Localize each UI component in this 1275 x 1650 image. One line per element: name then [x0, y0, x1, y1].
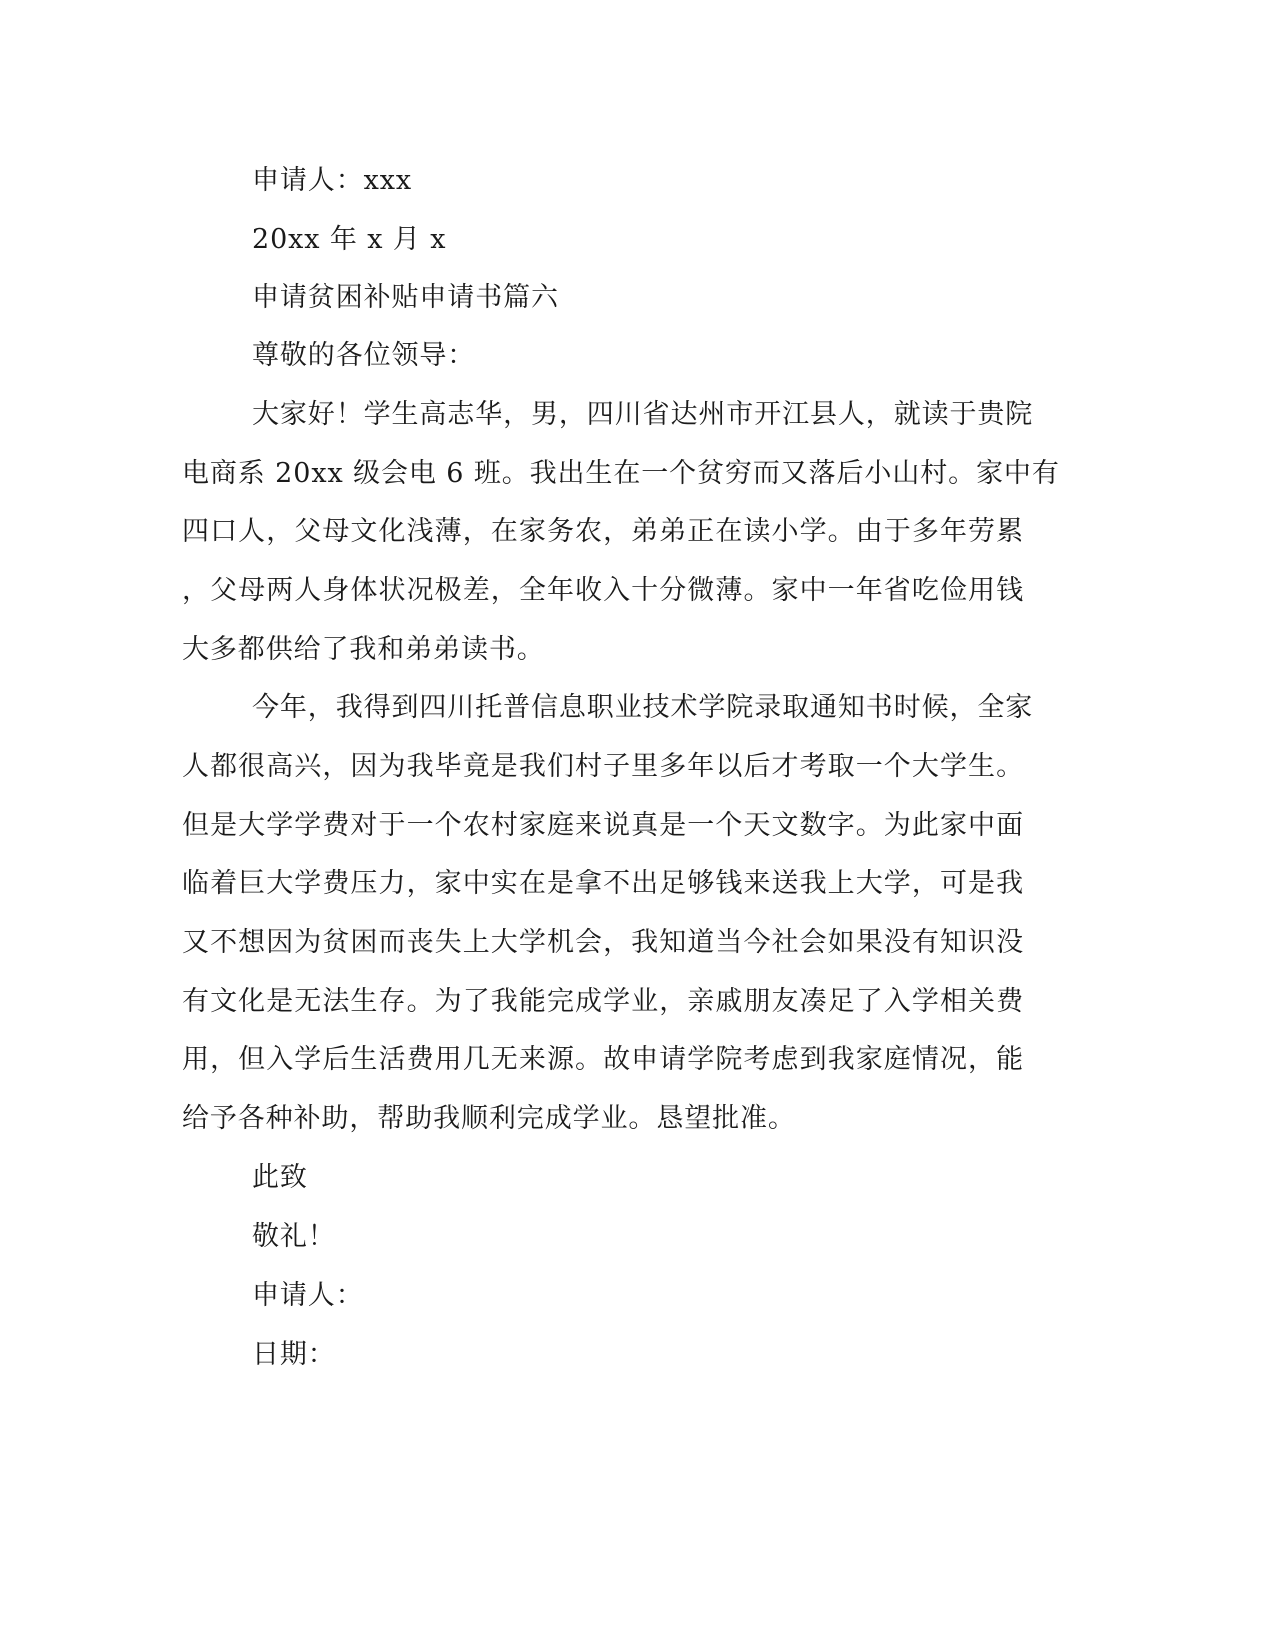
- signature-applicant: 申请人：: [252, 1280, 364, 1311]
- paragraph1-line: 大多都供给了我和弟弟读书。: [182, 634, 545, 665]
- paragraph2-line: 今年，我得到四川托普信息职业技术学院录取通知书时候，全家: [252, 692, 1034, 723]
- paragraph2-line: 用，但入学后生活费用几无来源。故申请学院考虑到我家庭情况，能: [182, 1044, 1024, 1075]
- paragraph2-line: 人都很高兴，因为我毕竟是我们村子里多年以后才考取一个大学生。: [182, 751, 1024, 782]
- paragraph2-line: 但是大学学费对于一个农村家庭来说真是一个天文数字。为此家中面: [182, 810, 1024, 841]
- paragraph1-line: 大家好！学生高志华，男，四川省达州市开江县人，就读于贵院: [252, 399, 1034, 430]
- letter-title: 申请贫困补贴申请书篇六: [252, 282, 559, 313]
- paragraph2-line: 有文化是无法生存。为了我能完成学业，亲戚朋友凑足了入学相关费: [182, 986, 1024, 1017]
- applicant-line: 申请人：xxx: [252, 165, 412, 196]
- paragraph2-line: 临着巨大学费压力，家中实在是拿不出足够钱来送我上大学，可是我: [182, 868, 1024, 899]
- closing-jingli: 敬礼！: [252, 1221, 336, 1252]
- paragraph1-line: 电商系 20xx 级会电 6 班。我出生在一个贫穷而又落后小山村。家中有: [182, 458, 1060, 489]
- paragraph2-line: 又不想因为贫困而丧失上大学机会，我知道当今社会如果没有知识没: [182, 927, 1024, 958]
- paragraph2-line: 给予各种补助，帮助我顺利完成学业。恳望批准。: [182, 1103, 796, 1134]
- signature-date: 日期：: [252, 1339, 336, 1370]
- salutation: 尊敬的各位领导：: [252, 340, 476, 371]
- paragraph1-line: ，父母两人身体状况极差，全年收入十分微薄。家中一年省吃俭用钱: [182, 575, 1024, 606]
- paragraph1-line: 四口人，父母文化浅薄，在家务农，弟弟正在读小学。由于多年劳累: [182, 516, 1024, 547]
- closing-cizhi: 此致: [252, 1162, 308, 1193]
- date-line: 20xx 年 x 月 x: [252, 224, 447, 255]
